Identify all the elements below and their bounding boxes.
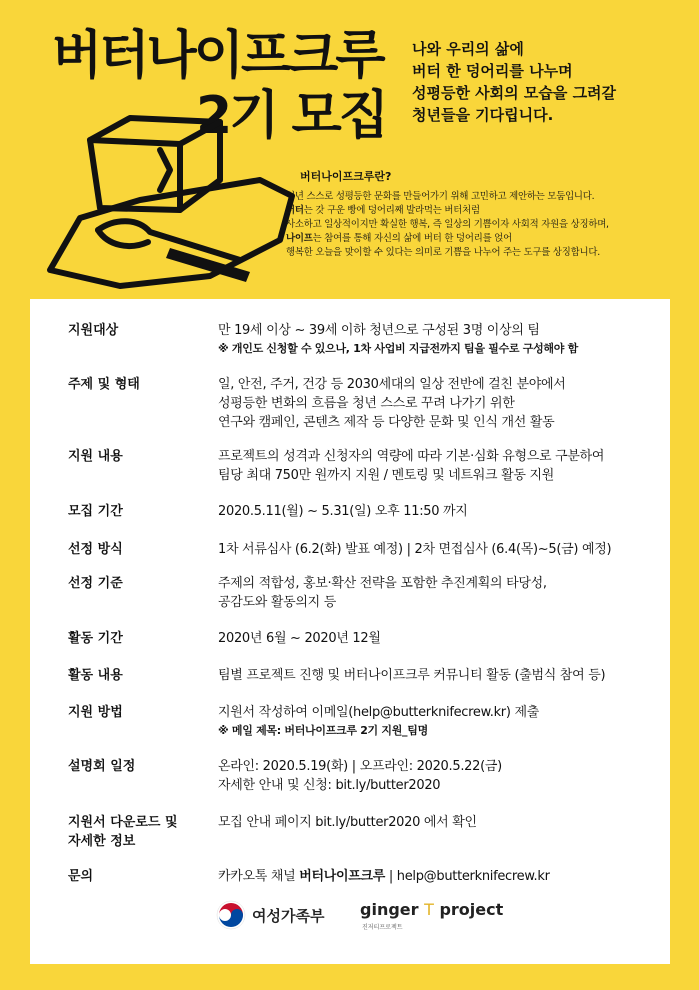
tagline-line: 청년들을 기다립니다. xyxy=(412,106,554,124)
detail-value xyxy=(218,703,658,740)
logo-word: project xyxy=(433,900,504,919)
detail-text: 팀당 최대 750만 원까지 지원 / 멘토링 및 네트워크 활동 지원 xyxy=(218,468,554,483)
detail-text: 지원서 작성하여 이메일(help@butterknifecrew.kr) 제출 xyxy=(218,705,539,720)
detail-label: 선정 기준 xyxy=(68,576,123,591)
detail-label: 문의 xyxy=(68,869,94,884)
detail-text: 성평등한 변화의 흐름을 청년 스스로 꾸려 나가기 위한 xyxy=(218,396,515,411)
about-body xyxy=(286,190,686,260)
detail-value: 2020년 6월 ~ 2020년 12월 xyxy=(218,631,381,646)
about-keyword-butter: 버터 xyxy=(286,205,304,216)
detail-label: 모집 기간 xyxy=(68,504,123,519)
detail-text: 일, 안전, 주거, 건강 등 2030세대의 일상 전반에 걸친 분야에서 xyxy=(218,377,566,392)
butter-knife-illustration xyxy=(20,100,310,290)
detail-label: 지원대상 xyxy=(68,323,119,338)
about-line-text: 는 참여를 통해 자신의 삶에 버터 한 덩어리를 얹어 xyxy=(312,233,512,244)
detail-text: 온라인: 2020.5.19(화) | 오프라인: 2020.5.22(금) xyxy=(218,759,502,774)
detail-label: 지원 내용 xyxy=(68,449,123,464)
detail-label xyxy=(68,813,208,851)
detail-label: 활동 기간 xyxy=(68,631,123,646)
tagline xyxy=(412,38,616,126)
poster-title: 버터나이프크루 xyxy=(52,26,383,86)
contact-prefix: 카카오톡 채널 xyxy=(218,869,300,884)
detail-label-line: 자세한 정보 xyxy=(68,834,136,849)
detail-label: 설명회 일정 xyxy=(68,759,136,774)
about-line xyxy=(286,204,686,218)
ginger-t-project-logo xyxy=(360,900,503,919)
detail-value: 모집 안내 페이지 bit.ly/butter2020 에서 확인 xyxy=(218,815,477,830)
detail-note: ※ 메일 제목: 버터나이프크루 2기 지원_팀명 xyxy=(218,724,428,737)
detail-text: 프로젝트의 성격과 신청자의 역량에 따라 기본·심화 유형으로 구분하여 xyxy=(218,449,605,464)
about-line xyxy=(286,232,686,246)
tagline-line: 나와 우리의 삶에 xyxy=(412,40,524,58)
detail-text: 만 19세 이상 ~ 39세 이하 청년으로 구성된 3명 이상의 팀 xyxy=(218,323,540,338)
ginger-t-project-korean: 진저티프로젝트 xyxy=(362,924,403,931)
detail-value xyxy=(218,375,658,432)
detail-text: 연구와 캠페인, 콘텐츠 제작 등 다양한 문화 및 인식 개선 활동 xyxy=(218,415,555,430)
detail-label: 주제 및 형태 xyxy=(68,377,140,392)
detail-value xyxy=(218,757,658,795)
about-line: 행복한 오늘을 맞이할 수 있다는 의미로 기쁨을 나누어 주는 도구를 상징합니다. xyxy=(286,247,600,258)
detail-label-line: 지원서 다운로드 및 xyxy=(68,815,178,830)
detail-text: 주제의 적합성, 홍보·확산 전략을 포함한 추진계획의 타당성, xyxy=(218,576,547,591)
about-keyword-knife: 나이프 xyxy=(286,233,313,244)
detail-text: 자세한 안내 및 신청: bit.ly/butter2020 xyxy=(218,778,441,793)
ministry-logo-text: 여성가족부 xyxy=(252,907,325,925)
detail-value xyxy=(218,321,658,358)
about-line: 사소하고 일상적이지만 확실한 행복, 즉 일상의 기쁨이자 사회적 자원을 상징하며, xyxy=(286,219,609,230)
detail-value: 팀별 프로젝트 진행 및 버터나이프크루 커뮤니티 활동 (출범식 참여 등) xyxy=(218,668,606,683)
tagline-line: 버터 한 덩어리를 나누며 xyxy=(412,62,573,80)
detail-value xyxy=(218,574,658,612)
detail-text: 공감도와 활동의지 등 xyxy=(218,595,336,610)
contact-email: | help@butterknifecrew.kr xyxy=(385,869,550,884)
detail-value xyxy=(218,867,658,886)
details-card xyxy=(30,299,670,964)
logo-word: ginger xyxy=(360,900,425,919)
detail-note: ※ 개인도 신청할 수 있으나, 1차 사업비 지급전까지 팀을 필수로 구성해야 함 xyxy=(218,342,578,355)
taegeuk-emblem-icon xyxy=(216,900,246,930)
detail-label: 선정 방식 xyxy=(68,542,123,557)
detail-value: 1차 서류심사 (6.2(화) 발표 예정) | 2차 면접심사 (6.4(목)~5(금) 예정) xyxy=(218,542,612,557)
logo-word: T xyxy=(424,900,434,919)
about-line: 청년 스스로 성평등한 문화를 만들어가기 위해 고민하고 제안하는 모둠입니다. xyxy=(286,191,595,202)
tagline-line: 성평등한 사회의 모습을 그려갈 xyxy=(412,84,617,102)
detail-label: 지원 방법 xyxy=(68,705,123,720)
contact-channel-name: 버터나이프크루 xyxy=(299,869,386,884)
sponsor-logos xyxy=(30,894,670,964)
poster-subtitle: 2기 모집 xyxy=(196,86,386,146)
detail-value: 2020.5.11(월) ~ 5.31(일) 오후 11:50 까지 xyxy=(218,504,468,519)
about-title: 버터나이프크루란? xyxy=(300,170,392,183)
detail-label: 활동 내용 xyxy=(68,668,123,683)
detail-value xyxy=(218,447,658,485)
about-line-text: 는 갓 구운 빵에 덩어리째 발라먹는 버터처럼 xyxy=(303,205,480,216)
